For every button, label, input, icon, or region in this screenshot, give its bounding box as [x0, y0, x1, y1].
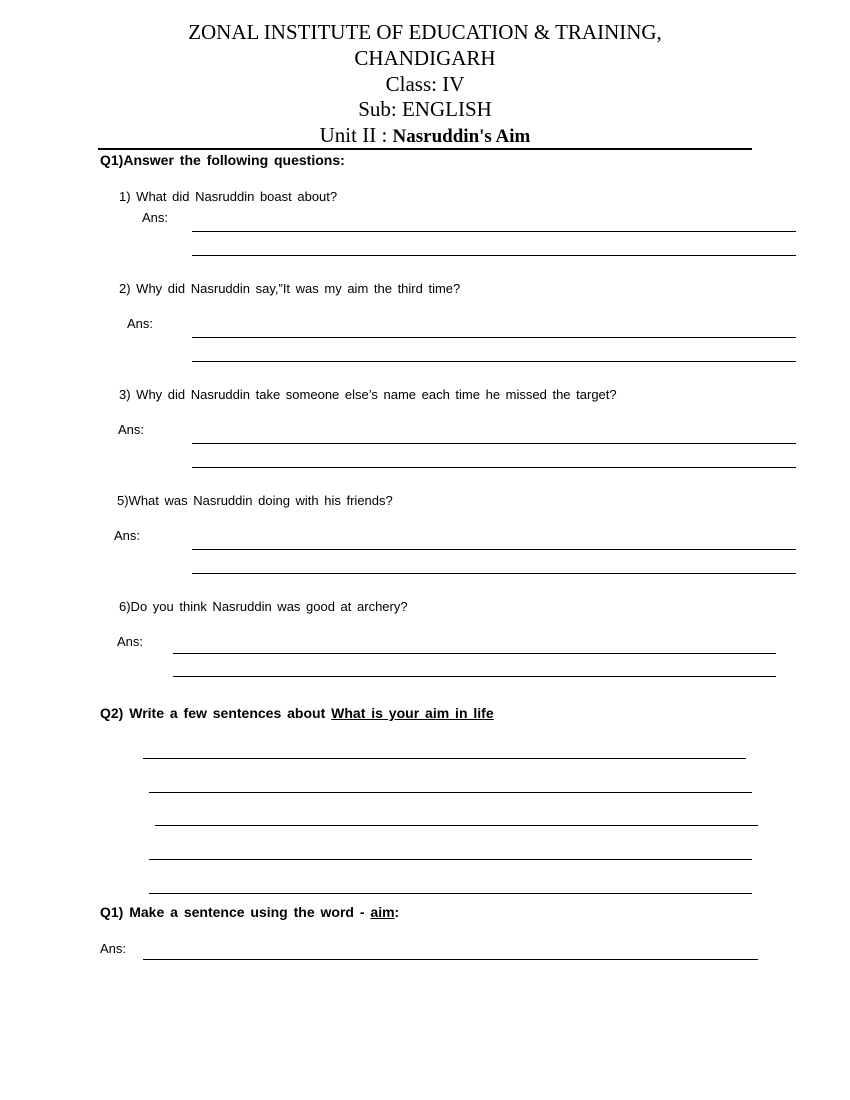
answer-line[interactable]	[192, 255, 796, 256]
answer-line[interactable]	[192, 443, 796, 444]
answer-line[interactable]	[173, 676, 776, 677]
answer-label-2: Ans:	[127, 316, 154, 331]
subject-label: Sub: ENGLISH	[358, 97, 492, 121]
q2-topic: What is your aim in life	[331, 705, 494, 721]
unit-title	[0, 123, 850, 149]
question-2: 2) Why did Nasruddin say,”It was my aim the third time?	[119, 281, 461, 296]
q3-prefix: Q1) Make a sentence using the word -	[100, 904, 371, 920]
q3-heading	[100, 904, 399, 920]
q2-prefix: Q2) Write a few sentences about	[100, 705, 332, 721]
writing-line[interactable]	[149, 893, 752, 894]
answer-line[interactable]	[192, 573, 796, 574]
q2-heading	[100, 705, 494, 721]
writing-line[interactable]	[149, 792, 752, 793]
writing-line[interactable]	[143, 758, 746, 759]
answer-line[interactable]	[192, 231, 796, 232]
answer-label-q3: Ans:	[100, 941, 127, 956]
q1-heading: Q1)Answer the following questions:	[100, 152, 345, 168]
answer-line[interactable]	[173, 653, 776, 654]
answer-label-6: Ans:	[117, 634, 144, 649]
answer-line[interactable]	[192, 549, 796, 550]
question-3: 3) Why did Nasruddin take someone else’s name each time he missed the target?	[119, 387, 617, 402]
writing-line[interactable]	[149, 859, 752, 860]
header-divider	[98, 148, 752, 150]
unit-prefix: Unit II :	[319, 123, 393, 147]
unit-lesson: Nasruddin's Aim	[392, 126, 531, 147]
writing-line[interactable]	[155, 825, 758, 826]
answer-line[interactable]	[143, 959, 758, 960]
answer-line[interactable]	[192, 337, 796, 338]
answer-line[interactable]	[192, 361, 796, 362]
question-5: 5)What was Nasruddin doing with his friends?	[117, 493, 393, 508]
class-label: Class: IV	[385, 72, 465, 96]
answer-line[interactable]	[192, 467, 796, 468]
institute-name: ZONAL INSTITUTE OF EDUCATION & TRAINING,	[188, 20, 662, 44]
question-6: 6)Do you think Nasruddin was good at archery?	[119, 599, 408, 614]
answer-label-1: Ans:	[142, 210, 169, 225]
answer-label-3: Ans:	[118, 422, 145, 437]
q3-word: aim	[370, 904, 395, 920]
q3-suffix: :	[394, 904, 400, 920]
institute-city: CHANDIGARH	[354, 46, 496, 70]
question-1: 1) What did Nasruddin boast about?	[119, 189, 338, 204]
answer-label-5: Ans:	[114, 528, 141, 543]
